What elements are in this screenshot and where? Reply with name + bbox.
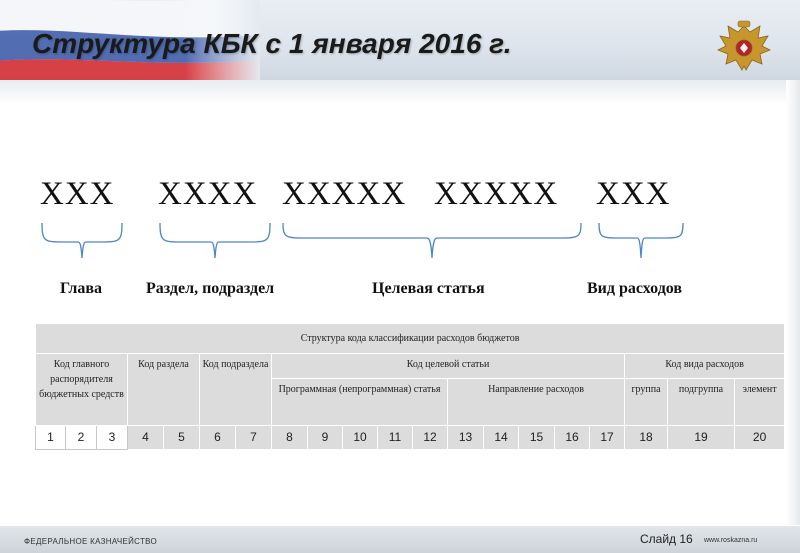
header-shadow — [0, 80, 800, 106]
table-caption: Структура кода классификации расходов бюджетов — [36, 324, 785, 354]
digit-cell: 7 — [236, 426, 272, 450]
subheader-program: Программная (непрограммная) статья — [272, 379, 448, 426]
subheader-element: элемент — [735, 379, 785, 426]
label-razdel: Раздел, подраздел — [146, 280, 275, 297]
digit-cell: 19 — [668, 426, 735, 450]
digit-cell: 6 — [200, 426, 236, 450]
digit-cell: 2 — [66, 426, 97, 450]
label-tselevaya: Целевая статья — [372, 280, 485, 297]
digit-cell: 16 — [555, 426, 590, 450]
digit-cell: 17 — [590, 426, 625, 450]
digit-cell: 11 — [378, 426, 413, 450]
digit-cell: 3 — [97, 426, 128, 450]
header-razdel: Код раздела — [128, 353, 200, 426]
digit-cell: 13 — [448, 426, 484, 450]
digit-cell: 14 — [484, 426, 519, 450]
digit-cell: 12 — [413, 426, 448, 450]
brace-razdel — [158, 218, 272, 266]
subheader-gruppa: группа — [625, 379, 668, 426]
label-glava: Глава — [60, 280, 102, 297]
kbk-structure-table — [35, 323, 785, 450]
digit-cell: 1 — [36, 426, 66, 450]
brace-vid — [597, 218, 685, 266]
slide-header — [0, 0, 800, 80]
digit-cell: 10 — [343, 426, 378, 450]
digit-cell: 15 — [519, 426, 555, 450]
right-edge-decoration — [786, 80, 800, 525]
code-razdel: XXXX — [158, 176, 258, 212]
code-napravlenie: XXXXX — [434, 176, 559, 212]
double-headed-eagle-emblem-icon — [716, 18, 772, 74]
code-program: XXXXX — [282, 176, 407, 212]
footer-website[interactable]: www.roskazna.ru — [704, 537, 758, 544]
footer-org: ФЕДЕРАЛЬНОЕ КАЗНАЧЕЙСТВО — [24, 537, 158, 546]
subheader-napravlenie: Направление расходов — [448, 379, 625, 426]
digit-cell: 20 — [735, 426, 785, 450]
header-tselevoy: Код целевой статьи — [272, 353, 625, 379]
header-vida: Код вида расходов — [625, 353, 785, 379]
digit-cell: 18 — [625, 426, 668, 450]
digit-cell: 5 — [164, 426, 200, 450]
brace-glava — [40, 218, 124, 266]
header-podrazdel: Код подраздела — [200, 353, 272, 426]
header-glav-rasp: Код главного распорядителя бюджетных средств — [36, 353, 128, 426]
brace-tselevaya — [281, 218, 583, 266]
label-vid: Вид расходов — [587, 280, 683, 297]
code-glava: XXX — [40, 176, 115, 212]
slide-footer — [0, 526, 800, 553]
digit-cell: 9 — [308, 426, 343, 450]
digit-cell: 4 — [128, 426, 164, 450]
digit-cell: 8 — [272, 426, 308, 450]
subheader-podgruppa: подгруппа — [668, 379, 735, 426]
slide-number: Слайд 16 — [640, 532, 693, 546]
page-title: Структура КБК с 1 января 2016 г. — [32, 28, 512, 59]
code-vid: XXX — [596, 176, 671, 212]
